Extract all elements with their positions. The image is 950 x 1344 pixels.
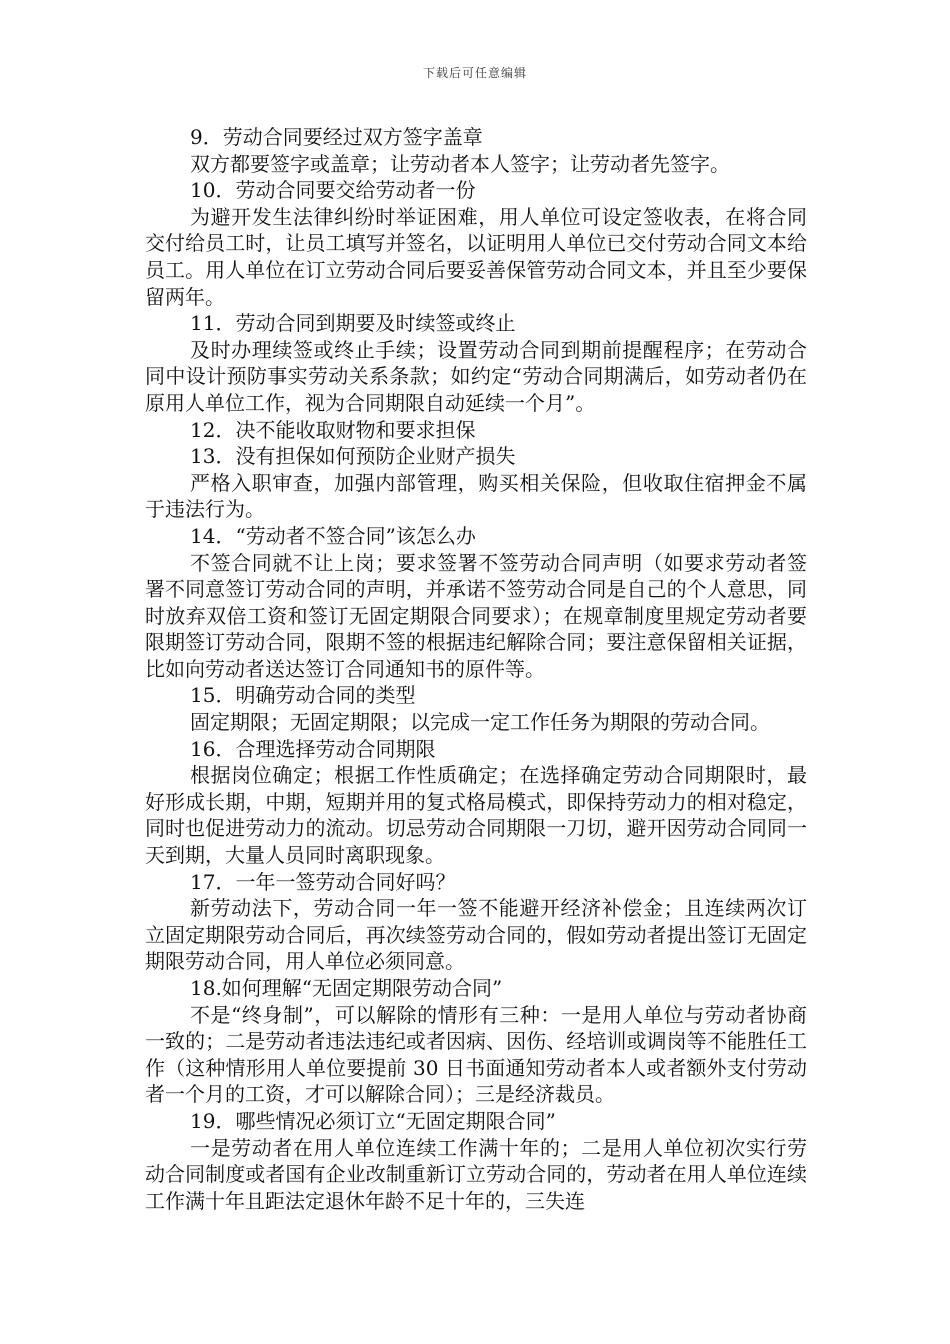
section-heading-14: 14．“劳动者不签合同”该怎么办 — [190, 523, 476, 548]
section-heading-9: 9．劳动合同要经过双方签字盖章 — [190, 125, 483, 149]
section-body-18: 不是“终身制”，可以解除的情形有三种：一是用人单位与劳动者协商一致的；二是劳动者违法违纪或者因病、因伤、经培训或调岗等不能胜任工作（这种情形用人单位要提前 30 日书面通知劳动者本人或者额外支付劳动者一个月的工资，才可以解除合同）；三是经济裁员。 — [145, 1002, 807, 1107]
page-header-note: 下载后可任意编辑 — [422, 66, 527, 80]
section-heading-16: 16．合理选择劳动合同期限 — [190, 736, 436, 761]
section-body-17: 新劳动法下，劳动合同一年一签不能避开经济补偿金；且连续两次订立固定期限劳动合同后，再次续签劳动合同的，假如劳动者提出签订无固定期限劳动合同，用人单位必须同意。 — [145, 896, 807, 974]
section-body-19: 一是劳动者在用人单位连续工作满十年的；二是用人单位初次实行劳动合同制度或者国有企业改制重新订立劳动合同的，劳动者在用人单位连续工作满十年且距法定退休年龄不足十年的，三失连 — [145, 1135, 807, 1213]
section-body-10: 为避开发生法律纠纷时举证困难，用人单位可设定签收表，在将合同交付给员工时，让员工填写并签名，以证明用人单位已交付劳动合同文本给员工。用人单位在订立劳动合同后要妥善保管劳动合同文本，并且至少要保留两年。 — [145, 204, 807, 309]
document-body — [145, 124, 807, 1214]
section-body-16: 根据岗位确定；根据工作性质确定；在选择确定劳动合同期限时，最好形成长期，中期，短期并用的复式格局模式，即保持劳动力的相对稳定，同时也促进劳动力的流动。切忌劳动合同期限一刀切，避开因劳动合同同一天到期，大量人员同时离职现象。 — [145, 763, 807, 868]
section-heading-18: 18.如何理解“无固定期限劳动合同” — [190, 976, 503, 1000]
section-heading-15: 15．明确劳动合同的类型 — [190, 683, 416, 708]
section-heading-12: 12．决不能收取财物和要求担保 — [190, 417, 476, 442]
section-heading-17: 17．一年一签劳动合同好吗？ — [190, 869, 456, 894]
section-body-13: 严格入职审查，加强内部管理，购买相关保险，但收取住宿押金不属于违法行为。 — [145, 470, 807, 522]
section-body-9: 双方都要签字或盖章；让劳动者本人签字；让劳动者先签字。 — [190, 151, 730, 176]
section-heading-11: 11．劳动合同到期要及时续签或终止 — [190, 311, 516, 336]
section-body-14: 不签合同就不让上岗；要求签署不签劳动合同声明（如要求劳动者签署不同意签订劳动合同的声明，并承诺不签劳动合同是自己的个人意思，同时放弃双倍工资和签订无固定期限合同要求）；在规章制度里规定劳动者要限期签订劳动合同，限期不签的根据违纪解除合同；要注意保留相关证据，比如向劳动者送达签订合同通知书的原件等。 — [145, 550, 807, 681]
section-body-15: 固定期限；无固定期限；以完成一定工作任务为期限的劳动合同。 — [190, 710, 770, 735]
section-heading-19: 19．哪些情况必须订立“无固定期限合同” — [190, 1108, 556, 1133]
section-body-11: 及时办理续签或终止手续；设置劳动合同到期前提醒程序；在劳动合同中设计预防事实劳动关系条款；如约定“劳动合同期满后，如劳动者仍在原用人单位工作，视为合同期限自动延续一个月”。 — [145, 337, 807, 415]
section-heading-10: 10．劳动合同要交给劳动者一份 — [190, 178, 476, 203]
section-heading-13: 13．没有担保如何预防企业财产损失 — [190, 444, 516, 469]
